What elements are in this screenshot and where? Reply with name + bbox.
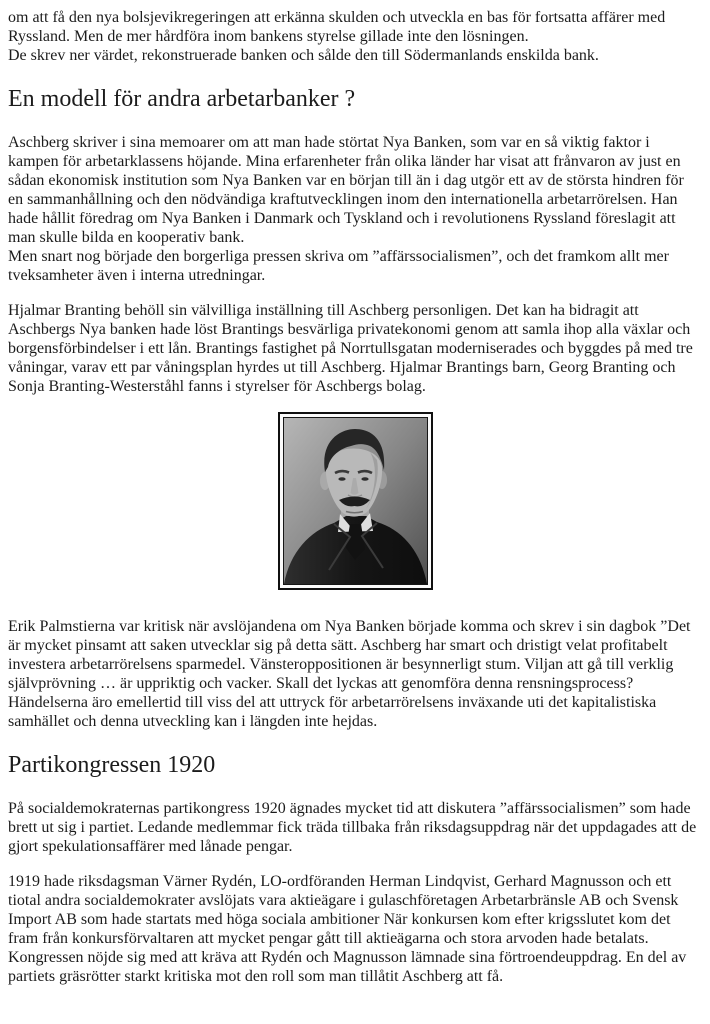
paragraph-line: De skrev ner värdet, rekonstruerade banken och sålde den till Södermanlands enskilda bank. (8, 47, 599, 65)
portrait-figure (8, 412, 702, 590)
intro-paragraph (8, 8, 702, 65)
section-heading-partikongressen: Partikongressen 1920 (8, 752, 216, 779)
paragraph: 1919 hade riksdagsman Värner Rydén, LO-ordföranden Herman Lindqvist, Gerhard Magnusson och ett tiotal andra socialdemokrater avslöjats vara aktieägare i gulaschföretagen Arbetarbränsle AB och Svensk Import AB som hade startats med höga sociala ambitioner När konkursen kom efter krigsslutet kom det fram från konkursförvaltaren att mycket pengar gått till aktieägarna och stora arvoden hade betalats. Kongressen nöjde sig med att kräva att Rydén och Magnusson lämnade sina förtroendeuppdrag. En del av partiets gräsrötter starkt kritiska mot den roll som man tillåtit Aschberg att få. (8, 872, 687, 986)
paragraph: Hjalmar Branting behöll sin välvilliga inställning till Aschberg personligen. Det kan ha bidragit att Aschbergs Nya banken hade löst Brantings besvärliga privatekonomi genom att samla ihop alla växlar och borgensförbindelser i ett lån. Brantings fastighet på Norrtullsgatan moderniserades och byggdes på med tre våningar, varav ett par våningsplan hyrdes ut till Aschberg. Hjalmar Brantings barn, Georg Branting och Sonja Branting-Westerståhl fanns i styrelser för Aschbergs bolag. (8, 301, 693, 396)
paragraph: Erik Palmstierna var kritisk när avslöjandena om Nya Banken började komma och skrev i sin dagbok ”Det är mycket pinsamt att saken utvecklar sig på detta sätt. Aschberg har smart och dristigt velat profitabelt investera arbetarrörelsens sparmedel. Vänsteroppositionen är besynnerligt stum. Viljan att gå till verklig självprövning … är uppriktig och vacker. Skall det lyckas att genomföra denna rensningsprocess? Händelserna äro emellertid till viss del att uttryck för arbetarrörelsens inväxande uti det kapitalistiska samhället och denna utveckling kan i längden inte hejdas. (8, 618, 691, 731)
portrait-photo-frame (278, 412, 433, 590)
man-portrait-image (284, 418, 427, 584)
paragraph-line: Aschberg skriver i sina memoarer om att man hade störtat Nya Banken, som var en så viktig faktor i kampen för arbetarklassens höjande. Mina erfarenheter från olika länder har visat att frånvaron av just en sådan ekonomisk institution som Nya Banken var en början till än i dag utgör ett av de största hindren för en sammanhållning och den nödvändiga kraftutvecklingen inom den internationella arbetarrörelsen. Han hade hållit föredrag om Nya Banken i Danmark och Tyskland och i revolutionens Ryssland föreslagit att man skulle bilda en kooperativ bank. (8, 133, 684, 246)
paragraph-line: om att få den nya bolsjevikregeringen att erkänna skulden och utveckla en bas för fortsatta affärer med Ryssland. Men de mer hårdföra inom bankens styrelse gillade inte den lösningen. (8, 9, 666, 46)
paragraph: På socialdemokraternas partikongress 1920 ägnades mycket tid att diskutera ”affärssocialismen” som hade brett ut sig i partiet. Ledande medlemmar fick träda tillbaka från riksdagsuppdrag när det uppdagades att de gjort spekulationsaffärer med lånade pengar. (8, 799, 697, 855)
portrait-photo (283, 417, 428, 585)
paragraph (8, 133, 702, 285)
paragraph-line: Men snart nog började den borgerliga pressen skriva om ”affärssocialismen”, och det framkom allt mer tveksamheter även i interna utredningar. (8, 247, 669, 284)
section-heading-arbetarbanker: En modell för andra arbetarbanker ? (8, 86, 356, 113)
